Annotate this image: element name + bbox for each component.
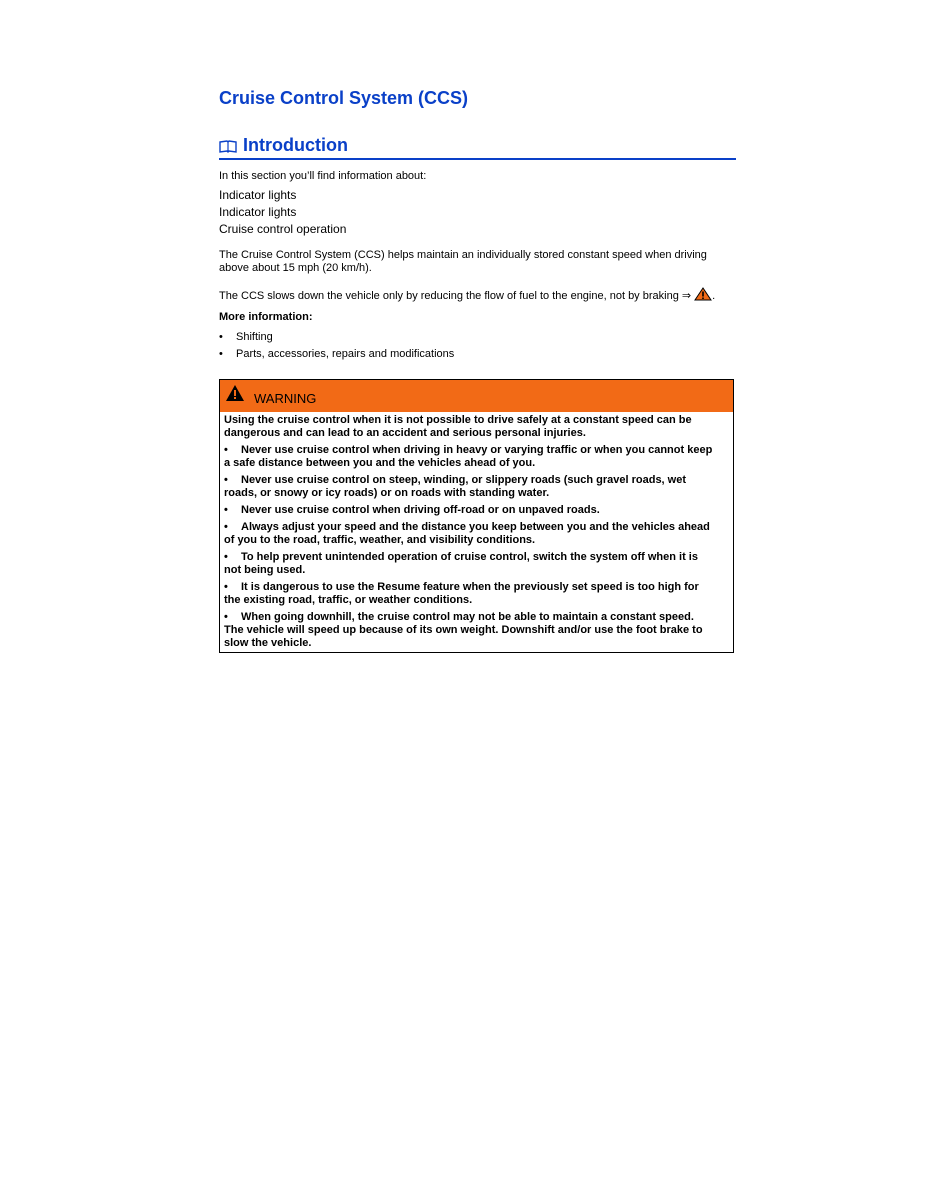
warning-intro-line: Using the cruise control when it is not possible to drive safely at a constant speed can be [224,414,692,426]
introduction-heading-label: Introduction [243,135,348,155]
warning-item-line: When going downhill, the cruise control may not be able to maintain a constant speed. [241,611,694,623]
introduction-heading [219,134,736,160]
bullet-dot: • [219,331,223,343]
ccs-braking-end: . [712,290,716,302]
ccs-braking-text: The CCS slows down the vehicle only by reducing the flow of fuel to the engine, not by braking ⇒ [219,290,692,302]
warning-item [224,611,732,650]
more-info-link-shifting[interactable]: Shifting [236,331,273,343]
warning-item-line: roads, or snowy or icy roads) or on roads with standing water. [224,487,550,499]
intro-lead: In this section you’ll find information about: [219,170,427,182]
warning-item [224,504,732,517]
warning-intro-line: dangerous and can lead to an accident and serious personal injuries. [224,427,586,439]
warning-item [224,474,732,500]
warning-item-line: a safe distance between you and the vehicles ahead of you. [224,457,536,469]
bullet-dot: • [224,504,228,516]
topic-link-cruise-control-operation[interactable]: Cruise control operation [219,222,347,236]
warning-item-line: Never use cruise control when driving in heavy or varying traffic or when you cannot keep [241,444,713,456]
warning-item-line: To help prevent unintended operation of cruise control, switch the system off when it is [241,551,698,563]
warning-item [224,581,732,607]
warning-item [224,444,732,470]
bullet-dot: • [224,581,228,593]
warning-item-line: Never use cruise control on steep, winding, or slippery roads (such gravel roads, wet [241,474,687,486]
more-information-heading: More information: [219,311,313,323]
bullet-dot: • [224,611,228,623]
topic-link-indicator-lights-2[interactable]: Indicator lights [219,205,297,219]
topic-link-indicator-lights[interactable]: Indicator lights [219,188,297,202]
bullet-dot: • [224,474,228,486]
warning-item-line: the existing road, traffic, or weather conditions. [224,594,473,606]
warning-header [220,380,733,412]
warning-item-line: slow the vehicle. [224,637,312,649]
warning-triangle-icon [225,384,245,402]
warning-item-line: It is dangerous to use the Resume feature when the previously set speed is too high for [241,581,699,593]
warning-item-line: Never use cruise control when driving off-road or on unpaved roads. [241,504,600,516]
warning-item-line: of you to the road, traffic, weather, and visibility conditions. [224,534,536,546]
ccs-description: The Cruise Control System (CCS) helps maintain an individually stored constant speed when driving above about 15 mph (20 km/h). [219,249,707,274]
warning-item [224,551,732,577]
bullet-dot: • [224,444,228,456]
warning-item-line: not being used. [224,564,306,576]
more-info-link-parts[interactable]: Parts, accessories, repairs and modifications [236,348,455,360]
bullet-dot: • [224,551,228,563]
ccs-braking-note [219,287,715,303]
warning-label: WARNING [254,391,317,406]
warning-item-line: Always adjust your speed and the distance you keep between you and the vehicles ahead [241,521,710,533]
page-title: Cruise Control System (CCS) [219,88,469,108]
bullet-dot: • [224,521,228,533]
warning-item [224,521,732,547]
warning-triangle-icon[interactable] [694,287,712,301]
warning-item-line: The vehicle will speed up because of its own weight. Downshift and/or use the foot brake to [224,624,703,636]
book-icon [219,140,237,153]
bullet-dot: • [219,348,223,360]
warning-intro [224,414,732,440]
warning-box [219,379,734,653]
